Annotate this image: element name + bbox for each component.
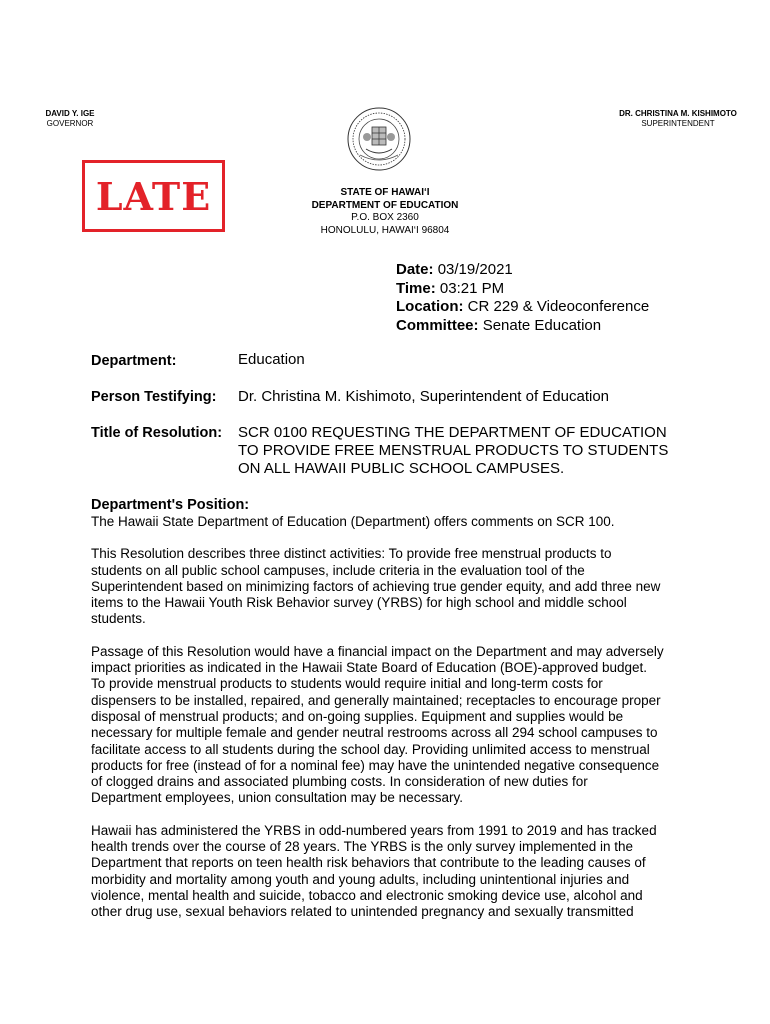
department-value: Education: [238, 351, 305, 368]
position-p3: Passage of this Resolution would have a financial impact on the Department and may adversely impact priorities as indicated in the Hawaii State Board of Education (BOE)-approved budget. To provide menstrual products to students would require initial and long-term costs for dispensers to be installed, repaired, and generally maintained; receptacles to encourage proper disposal of menstrual products; and on-going supplies. Equipment and supplies would be necessary for multiple female and gender neutral restrooms across all 294 school campuses to facilitate access to all students during the school day. Providing unlimited access to menstrual products for free (instead of for a nominal fee) may have the unintended negative consequence of clogged drains and associated plumbing costs. In consideration of new duties for Department employees, union consultation may be necessary.: [91, 643, 664, 806]
superintendent-name: DR. CHRISTINA M. KISHIMOTO: [619, 109, 737, 118]
position-p1: The Hawaii State Department of Education (Department) offers comments on SCR 100.: [91, 514, 615, 529]
position-p4: Hawaii has administered the YRBS in odd-numbered years from 1991 to 2019 and has tracked health trends over the course of 28 years. The YRBS is the only survey implemented in the Department that reports on teen health risk behaviors that contribute to the leading causes of morbidity and mortality among youth and young adults, including unintentional injuries and violence, mental health and suicide, tobacco and electronic smoking device use, alcohol and other drug use, sexual behaviors related to unintended pregnancy and sexually transmitted: [91, 822, 657, 920]
superintendent-title: SUPERINTENDENT: [641, 119, 715, 128]
position-p2: This Resolution describes three distinct activities: To provide free menstrual products to students on all public school campuses, include criteria in the evaluation tool of the Superintendent based on minimizing factors of achieving true gender equity, and add three new items to the Hawaii Youth Risk Behavior survey (YRBS) for high school and middle school students.: [91, 546, 661, 627]
state-name: STATE OF HAWAI‘I: [340, 187, 430, 198]
time-row: Time: 03:21 PM: [396, 279, 505, 297]
position-section: [91, 496, 691, 921]
position-heading: Department's Position:: [91, 497, 250, 513]
department-address: [300, 187, 470, 237]
hearing-meta: [396, 261, 726, 335]
late-stamp-text: LATE: [95, 173, 212, 219]
title-value: SCR 0100 REQUESTING THE DEPARTMENT OF EDUCATION TO PROVIDE FREE MENSTRUAL PRODUCTS TO STUDENTS ON ALL HAWAII PUBLIC SCHOOL CAMPUSES.: [238, 424, 669, 477]
title-label: Title of Resolution:: [91, 425, 223, 441]
governor-block: [40, 109, 100, 129]
superintendent-block: [608, 109, 748, 129]
governor-title: GOVERNOR: [46, 119, 94, 128]
city-line: HONOLULU, HAWAI‘I 96804: [320, 224, 450, 236]
late-stamp: [82, 160, 225, 232]
person-label: Person Testifying:: [91, 389, 217, 405]
person-value: Dr. Christina M. Kishimoto, Superintendent of Education: [238, 388, 610, 405]
date-row: Date: 03/19/2021: [396, 261, 513, 278]
location-row: Location: CR 229 & Videoconference: [396, 298, 650, 315]
department-label: Department:: [91, 353, 177, 369]
po-box: P.O. BOX 2360: [351, 212, 419, 223]
department-name: DEPARTMENT OF EDUCATION: [311, 199, 459, 211]
governor-name: DAVID Y. IGE: [45, 109, 95, 118]
committee-row: Committee: Senate Education: [396, 316, 602, 334]
state-seal-icon: [346, 105, 412, 173]
